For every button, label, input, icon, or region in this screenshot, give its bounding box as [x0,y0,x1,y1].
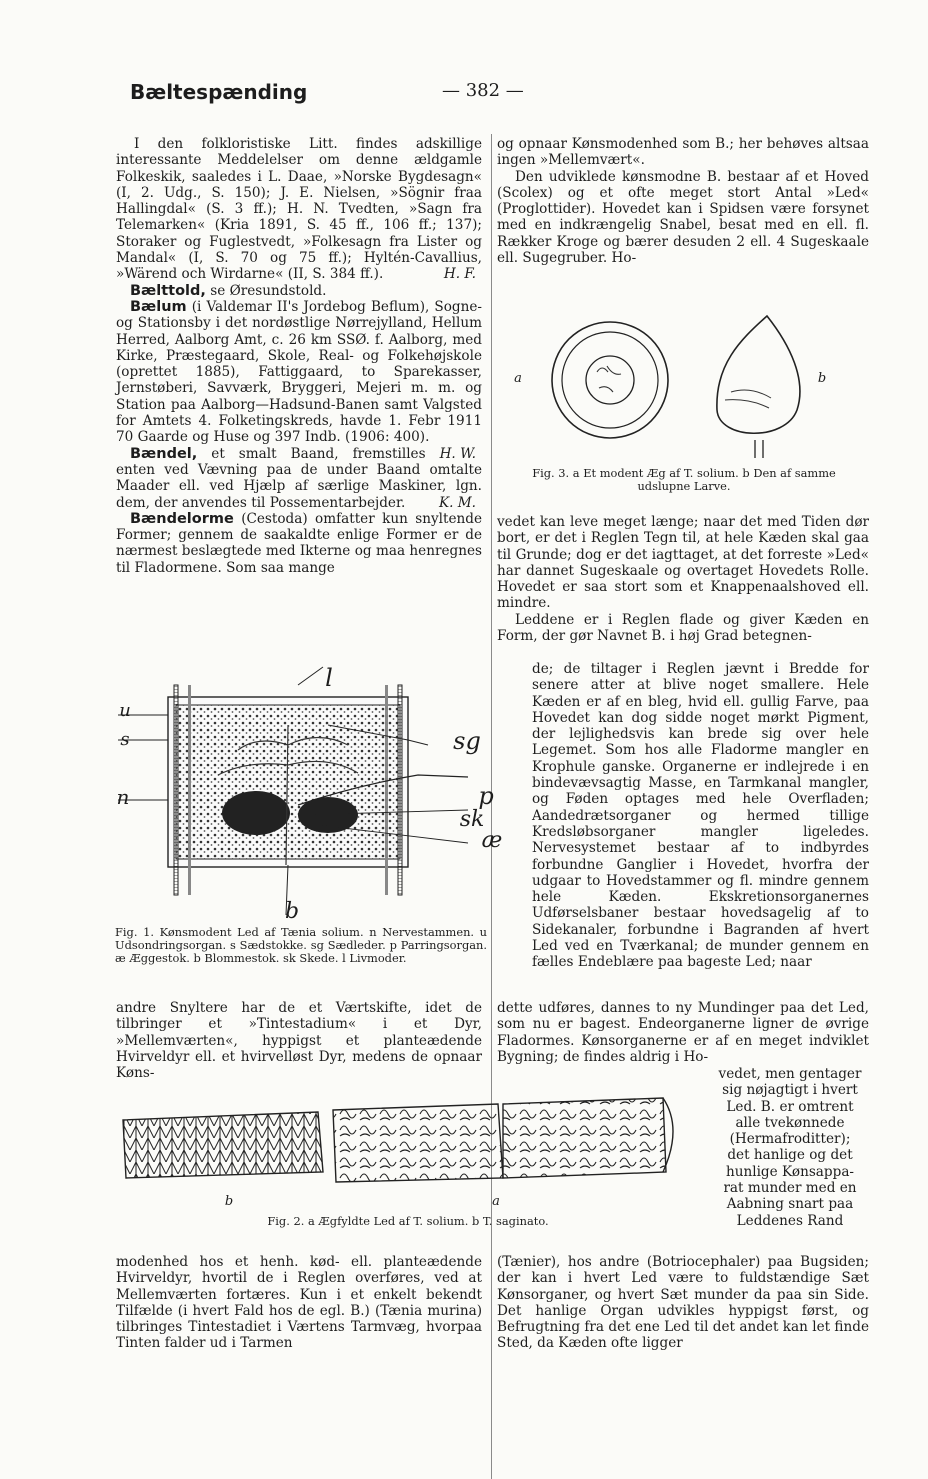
fig3-caption: Fig. 3. a Et modent Æg af T. solium. b Den af samme udslupne Larve. [532,466,836,493]
right-column-bottom [497,1254,869,1352]
fig1-label-ae: æ [481,828,503,853]
paragraph [532,661,869,971]
fig1-label-sg: sg [453,727,481,755]
entry-term: Bændel, [130,445,198,462]
fig1-label-s: s [120,729,130,750]
paragraph-text: de; de tiltager i Reglen jævnt i Bredde for senere atter at blive noget smallere. Hele Kæden er af en bleg, hvid ell. gullig Farve, paa Hovedet kan dog sidde noget mørkt Pigment, der lejlighedsvis kan brede sig over hele Legemet. Som hos alle Fladorme mangler en Krophule ganske. Organerne er indlejrede i en bindevævsagtig Masse, en Tarmkanal mangler, og Føden optages med hele Overfladen; Aandedrætsorganer og hermed tillige Kredsløbsorganer mangler ligeledes. Nervesystemet bestaar af to indbyrdes forbundne Ganglier i Hovedet, hvorfra der udgaar to Hovedstammer og fl. mindre gennem hele Kæden. Ekskretionsorganernes Udførselsbaner bestaar hovedsagelig af to Sidekanaler, forbundne i Bagranden af hvert Led ved en Tværkanal; de munder gennem en fælles Endeblære paa bageste Led; naar [532,661,869,971]
fig1-label-n: n [116,785,130,809]
fig1-label-b: b [284,899,300,924]
figure-2 [118,1090,703,1190]
author-signature: H. F. [443,266,476,283]
fig2-caption: Fig. 2. a Ægfyldte Led af T. solium. b T. saginato. [267,1214,549,1228]
paragraph-text: vedet kan leve meget længe; naar det med Tiden dør bort, er det i Reglen Tegn til, at hele Kæden skal gaa til Grunde; dog er det iagttaget, at det forreste »Led« har dannet Sugeskaale og overtaget Hovedets Rolle. Hovedet er saa stort som et Knappenaalshoved ell. mindre. [497,514,869,612]
text-line: vedet, men gentager [718,1066,862,1082]
paragraph-text: og opnaar Kønsmodenhed som B.; her behøves altsaa ingen »Mellemvært«. [497,136,869,169]
entry-term: Bændelorme [130,510,234,527]
text-line: rat munder med en [723,1180,857,1197]
entry-term: Bælum [130,298,187,315]
text-line: (Hermafroditter); [729,1131,851,1148]
fig2-label-a: a [492,1194,500,1209]
proglottid-illustration [108,665,500,927]
paragraph [497,1000,869,1065]
fig3-label-b: b [817,371,827,386]
paragraph-text: andre Snyltere har de et Værtskifte, idet de tilbringer et »Tintestadium« i et Dyr, »Mellemværten«, hyppigst et planteædende Hvirveldyr ell. et hvirvelløst Dyr, medens de opnaar Køns- [116,1000,482,1082]
paragraph-text: et smalt Baand, fremstilles enten ved Vævning paa de under Baand omtalte Maader ell. ved Hjælp af særlige Maskiner, lgn. dem, der anvendes til Possementarbejder. [116,445,482,511]
paragraph [116,136,482,283]
tapeworm-segments-illustration [118,1090,703,1190]
article-entry [116,283,482,299]
paragraph-text: (Cestoda) omfatter kun snyltende Former; gennem de saakaldte enlige Former er de nærmest beslægtede med Ikterne og maa henregnes til Fladormene. Som saa mange [116,510,482,576]
fig3-label-a: a [514,371,522,386]
page-number: — 382 — [442,80,524,101]
paragraph-text: (i Valdemar II's Jordebog Beflum), Sogne- og Stationsby i det nordøstlige Nørrejylland, Hellum Herred, Aalborg Amt, c. 26 km SSØ. f. Aalborg, med Kirke, Præstegaard, Skole, Real- og Folkehøjskole (oprettet 1885), Fattiggaard, to Sparekasser, Jernstøberi, Savværk, Bryggeri, Mejeri m. m. og Station paa Aalborg—Hadsund-Banen samt Valgsted for Amtets 4. Folketingskreds, havde 1. Febr 1911 70 Gaarde og Huse og 397 Indb. (1906: 400). [116,298,482,446]
right-column-narrow [532,661,869,971]
paragraph [497,514,869,612]
fig1-caption: Fig. 1. Kønsmodent Led af Tænia solium. n Nervestammen. u Udsondringsorgan. s Sædstokke. sg Sædleder. p Parringsorgan. æ Æggestok. b Blommestok. sk Skede. l Livmoder. [115,925,487,965]
figure-3 [535,300,855,460]
entry-term: Bælttold, [130,282,206,299]
left-column-bottom [116,1254,482,1352]
right-column-top [497,136,869,266]
author-signature: K. M. [438,494,476,511]
right-column-mid [497,514,869,644]
paragraph [497,1254,869,1352]
page-header [130,80,880,110]
paragraph-text: dette udføres, dannes to ny Mundinger paa det Led, som nu er bagest. Endeorganerne ligner de øvrige Fladormes. Kønsorganerne er af en meget indviklet Bygning; de findes aldrig i Ho- [497,1000,869,1065]
author-signature: H. W. [439,445,476,462]
text-line: Led. B. er omtrent [726,1098,854,1115]
fig1-label-u: u [119,700,131,721]
egg-larva-illustration [535,300,855,460]
right-column-mid2 [497,1000,869,1065]
paragraph-text: se Øresundstold. [205,282,327,299]
left-column-top [116,136,482,576]
paragraph-text: modenhed hos et henh. kød- ell. planteædende Hvirveldyr, hvortil de i Reglen overføres, ved at Mellemværten fortæres. Kun i et enkelt bekendt Tilfælde (i hvert Fald hos de egl. B.) (Tænia murina) tilbringes Tintestadiet i Værtens Tarmvæg, hvorpaa Tinten falder ud i Tarmen [116,1254,482,1352]
paragraph-text: Den udviklede kønsmodne B. bestaar af et Hoved (Scolex) og et ofte meget stort Antal »Led« (Proglottider). Hovedet kan i Spidsen være forsynet med en indkrængelig Snabel, besat med en ell. fl. Rækker Kroge og bærer desuden 2 ell. 4 Sugeskaale ell. Sugegruber. Ho- [497,168,869,267]
right-text-stack [706,1066,874,1229]
text-line: Aabning snart paa [726,1196,854,1213]
figure-1 [108,665,500,927]
article-entry [116,511,482,576]
text-line: sig nøjagtigt i hvert [722,1082,858,1099]
fig2-label-b: b [224,1194,234,1209]
paragraph [116,1254,482,1352]
paragraph-text: (Tænier), hos andre (Botriocephaler) paa Bugsiden; der kan i hvert Led være to fuldstændige Sæt Kønsorganer, og hvert Sæt munder da paa sin Side. Det hanlige Organ udvikles hyppigst først, og Befrugtning fra det ene Led til det andet kan let finde Sted, da Kæden ofte ligger [497,1254,869,1352]
fig1-label-sk: sk [459,807,485,832]
running-head: Bæltespænding [130,80,308,104]
text-line: hunlige Kønsappa- [725,1163,855,1180]
paragraph-text: I den folkloristiske Litt. findes adskillige interessante Meddelelser om denne ældgamle Folkeskik, saaledes i L. Daae, »Norske Bygdesagn« (I, 2. Udg., S. 150); J. E. Nielsen, »Sögnir fraa Hallingdal« (S. 3 ff.); H. N. Tvedten, »Sagn fra Telemarken« (Kria 1891, S. 45 ff., 106 ff.; 137); Storaker og Fuglestvedt, »Folkesagn fra Lister og Mandal« (I, S. 70 og 75 ff.); Hyltén-Cavallius, »Wärend och Wirdarne« (II, S. 384 ff.). [116,136,482,283]
paragraph-text: Leddene er i Reglen flade og giver Kæden en Form, der gør Navnet B. i høj Grad betegnen- [497,611,869,645]
text-line: alle tvekønnede [735,1114,845,1131]
paragraph [497,612,869,645]
fig1-label-p: p [478,782,494,810]
text-line: det hanlige og det [727,1147,853,1164]
paragraph [497,169,869,267]
text-line: Leddenes Rand [736,1212,844,1229]
fig1-label-l: l [325,664,333,692]
paragraph [116,1000,482,1081]
paragraph [497,136,869,169]
left-column-mid [116,1000,482,1081]
